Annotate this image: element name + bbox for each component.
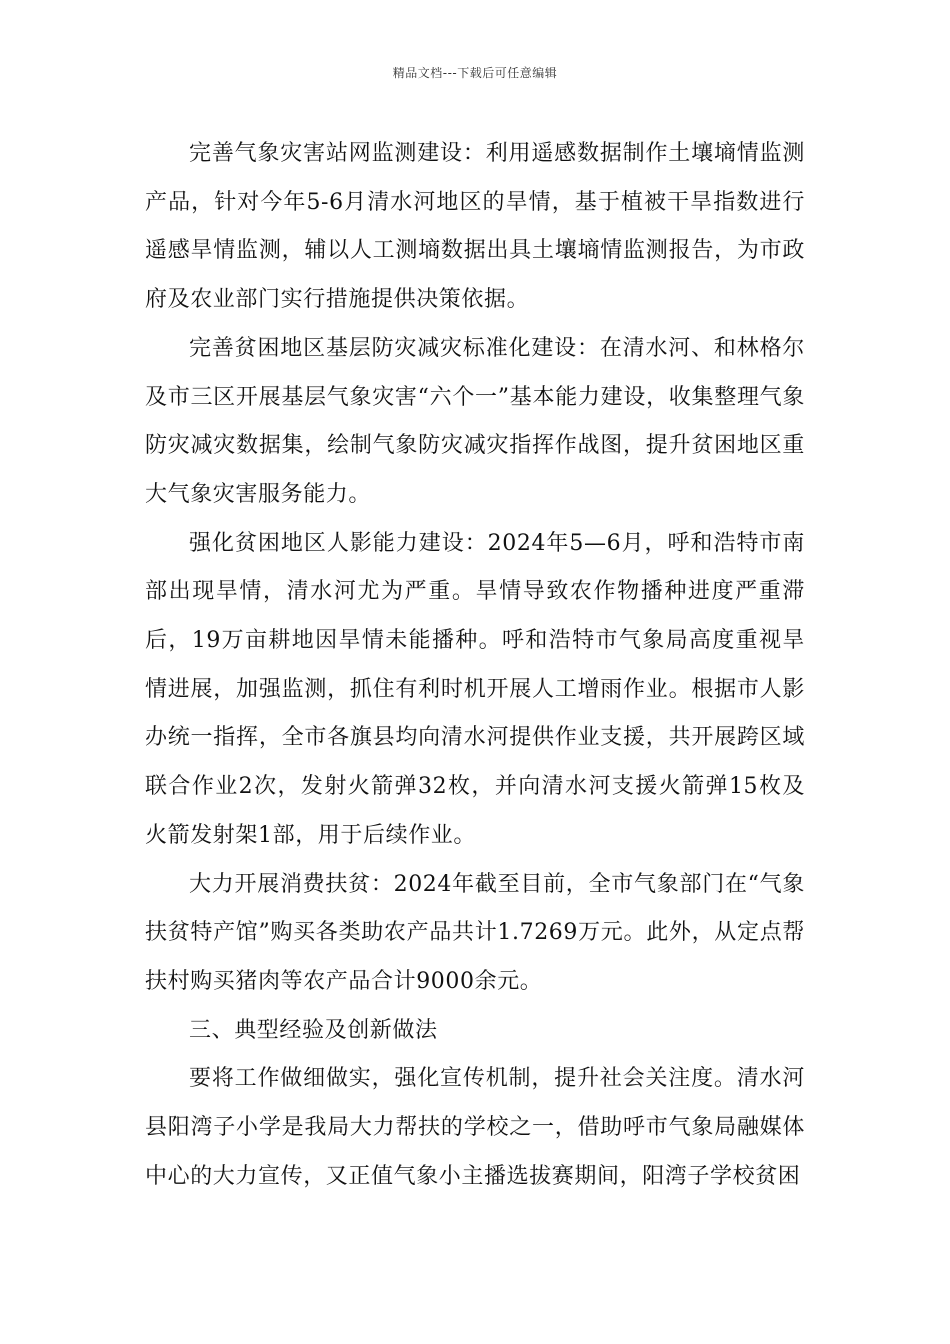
paragraph-station-network: 完善气象灾害站网监测建设：利用遥感数据制作土壤墒情监测产品，针对今年5-6月清水河地区的旱情，基于植被干旱指数进行遥感旱情监测，辅以人工测墒数据出具土壤墒情监测报告，为市政府及农业部门实行措施提供决策依据。 (145, 141, 805, 313)
paragraph-publicity: 要将工作做细做实，强化宣传机制，提升社会关注度。清水河县阳湾子小学是我局大力帮扶的学校之一，借助呼市气象局融媒体中心的大力宣传，又正值气象小主播选拔赛期间，阳湾子学校贫困 (145, 1066, 805, 1189)
document-body (145, 130, 805, 1201)
section-heading: 三、典型经验及创新做法 (189, 1017, 438, 1043)
paragraph-disaster-prevention: 完善贫困地区基层防灾减灾标准化建设：在清水河、和林格尔及市三区开展基层气象灾害“六个一”基本能力建设，收集整理气象防灾减灾数据集，绘制气象防灾减灾指挥作战图，提升贫困地区重大气象灾害服务能力。 (145, 335, 805, 507)
paragraph-consumption-poverty-relief: 大力开展消费扶贫：2024年截至目前，全市气象部门在“气象扶贫特产馆”购买各类助农产品共计1.7269万元。此外，从定点帮扶村购买猪肉等农产品合计9000余元。 (145, 871, 805, 994)
page-header: 精品文档---下载后可任意编辑 (392, 66, 558, 80)
paragraph-weather-modification: 强化贫困地区人影能力建设：2024年5—6月，呼和浩特市南部出现旱情，清水河尤为严重。旱情导致农作物播种进度严重滞后，19万亩耕地因旱情未能播种。呼和浩特市气象局高度重视旱情进展，加强监测，抓住有利时机开展人工增雨作业。根据市人影办统一指挥，全市各旗县均向清水河提供作业支援，共开展跨区域联合作业2次，发射火箭弹32枚，并向清水河支援火箭弹15枚及火箭发射架1部，用于后续作业。 (145, 530, 805, 848)
